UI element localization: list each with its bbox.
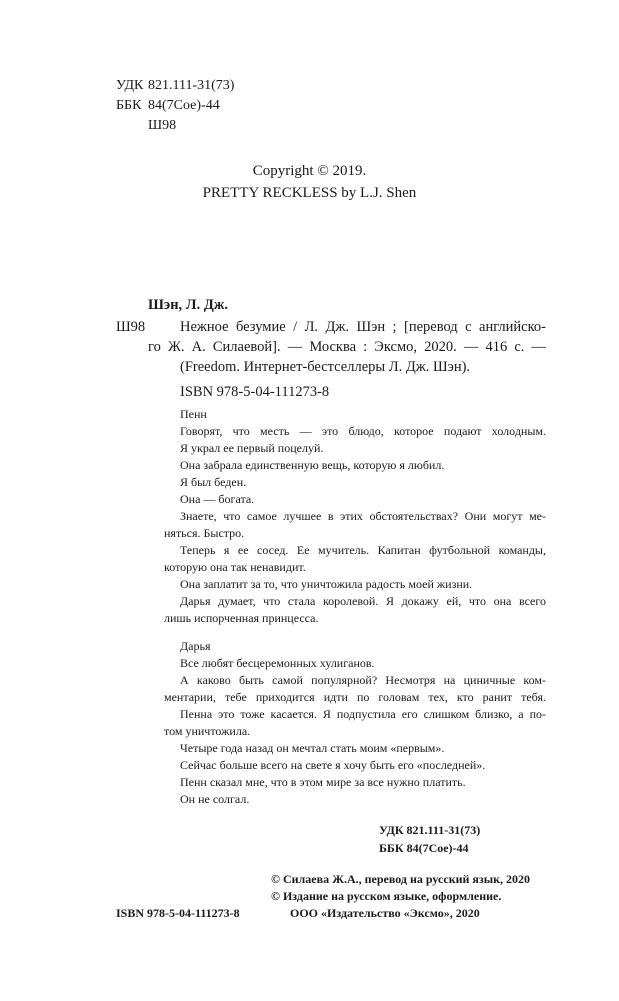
annotation-line: том уничтожила. (164, 724, 251, 738)
annotation-line: Я был беден. (180, 475, 247, 489)
annotation-line: которую она так ненавидит. (164, 560, 306, 574)
annotation-line: Она заплатит за то, что уничтожила радость моей жизни. (180, 577, 473, 591)
footer-bbk: ББК 84(7Сое)-44 (379, 841, 469, 855)
annotation-line: Она — богата. (180, 492, 255, 506)
annotation-line: Знаете, что самое лучшее в этих обстоятельствах? Они могут ме- (180, 509, 546, 523)
annotation-line: Все любят бесцеремонных хулиганов. (180, 656, 375, 670)
isbn-line: ISBN 978-5-04-111273-8 (180, 384, 330, 400)
rights-line: © Силаева Ж.А., перевод на русский язык, 2020 (271, 872, 531, 886)
udk-label: УДК (116, 78, 144, 93)
bib-line: (Freedom. Интернет-бестселлеры Л. Дж. Шэн). (180, 359, 471, 375)
udk-value: 821.111-31(73) (148, 78, 235, 93)
bbk-label: ББК (116, 98, 142, 113)
annotation-line: лишь испорченная принцесса. (164, 611, 319, 625)
rights-line: ООО «Издательство «Эксмо», 2020 (290, 906, 480, 920)
annotation-line: Он не солгал. (180, 792, 250, 806)
copyright-line: Copyright © 2019. (252, 163, 367, 179)
bib-line: Нежное безумие / Л. Дж. Шэн ; [перевод с английско- (180, 319, 546, 335)
rights-line: © Издание на русском языке, оформление. (271, 889, 502, 903)
author-mark: Ш98 (116, 319, 146, 335)
annotation-line: А каково быть самой популярной? Несмотря на циничные ком- (180, 673, 546, 687)
annotation-line: Сейчас больше всего на свете я хочу быть его «последней». (180, 758, 486, 772)
footer-isbn: ISBN 978-5-04-111273-8 (116, 906, 240, 920)
bbk-value: 84(7Сое)-44 (148, 98, 220, 113)
annotation-line: Четыре года назад он мечтал стать моим «первым». (180, 741, 445, 755)
annotation-heading: Дарья (180, 639, 211, 653)
annotation-line: Говорят, что месть — это блюдо, которое подают холодным. (180, 424, 546, 438)
author-mark-top: Ш98 (148, 118, 177, 133)
annotation-line: ментарии, тебе приходится идти по головам тех, кто ранит тебя. (164, 690, 546, 704)
annotation-line: Дарья думает, что стала королевой. Я докажу ей, что она всего (180, 594, 546, 608)
annotation-line: Я украл ее первый поцелуй. (180, 441, 324, 455)
annotation-line: Теперь я ее сосед. Ее мучитель. Капитан футбольной команды, (180, 543, 546, 557)
annotation-line: Пенна это тоже касается. Я подпустила его слишком близко, а по- (180, 707, 546, 721)
author-heading: Шэн, Л. Дж. (148, 297, 228, 313)
annotation-line: Она забрала единственную вещь, которую я любил. (180, 458, 445, 472)
footer-udk: УДК 821.111-31(73) (379, 823, 481, 837)
annotation-line: Пенн сказал мне, что в этом мире за все нужно платить. (180, 775, 466, 789)
annotation-heading: Пенн (180, 407, 207, 421)
original-title-line: PRETTY RECKLESS by L.J. Shen (202, 185, 417, 201)
annotation-line: няться. Быстро. (164, 526, 245, 540)
bib-line: го Ж. А. Силаевой]. — Москва : Эксмо, 2020. — 416 с. — (148, 339, 546, 355)
